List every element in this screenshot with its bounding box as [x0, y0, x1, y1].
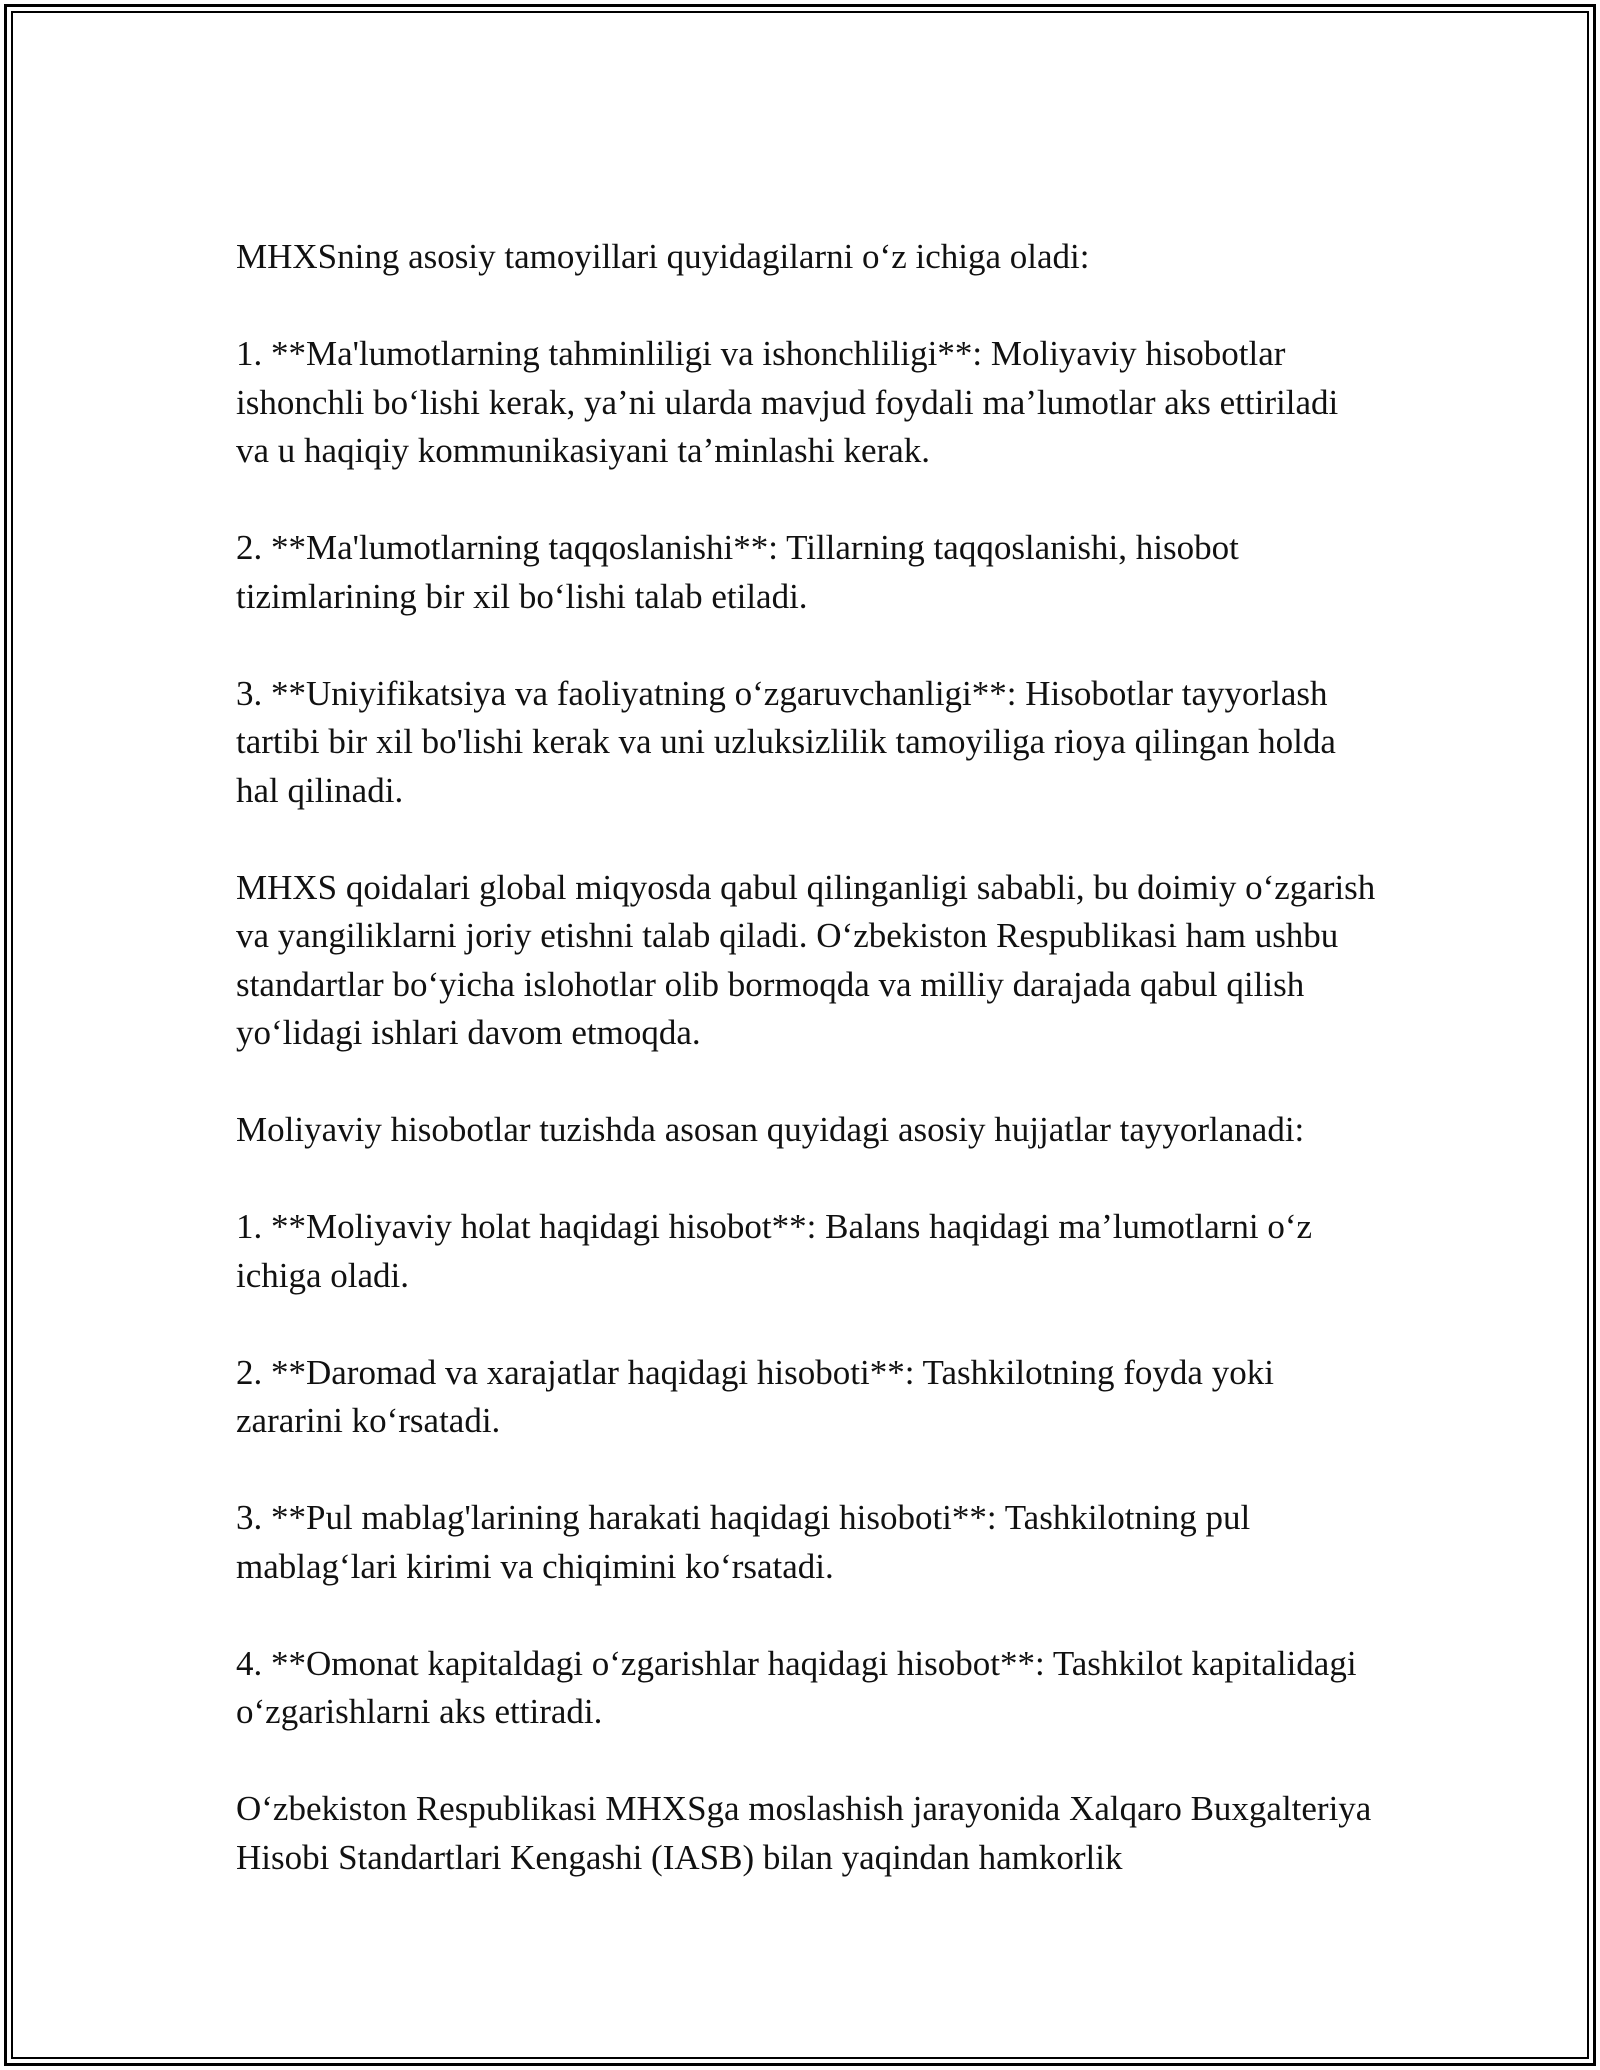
report-item-1: 1. **Moliyaviy holat haqidagi hisobot**: Balans haqidagi ma’lumotlarni o‘z ichiga oladi. [236, 1207, 1313, 1295]
document-body [236, 233, 1376, 1931]
intro-paragraph: MHXSning asosiy tamoyillari quyidagilarni o‘z ichiga oladi: [236, 237, 1090, 276]
global-rules-paragraph: MHXS qoidalari global miqyosda qabul qilinganligi sababli, bu doimiy o‘zgarish va yangiliklarni joriy etishni talab qiladi. O‘zbekiston Respublikasi ham ushbu standartlar bo‘yicha islohotlar olib bormoqda va milliy darajada qabul qilish yo‘lidagi ishlari davom etmoqda. [236, 867, 1376, 1052]
principle-item-1: 1. **Ma'lumotlarning tahminliligi va ishonchliligi**: Moliyaviy hisobotlar ishonchli bo‘lishi kerak, ya’ni ularda mavjud foydali ma’lumotlar aks ettiriladi va u haqiqiy kommunikasiyani ta’minlashi kerak. [236, 334, 1339, 470]
principle-item-3: 3. **Uniyifikatsiya va faoliyatning o‘zgaruvchanligi**: Hisobotlar tayyorlash tartibi bir xil bo'lishi kerak va uni uzluksizlilik tamoyiliga rioya qilingan holda hal qilinadi. [236, 673, 1336, 810]
report-item-4: 4. **Omonat kapitaldagi o‘zgarishlar haqidagi hisobot**: Tashkilot kapitalidagi o‘zgarishlarni aks ettiradi. [236, 1643, 1357, 1731]
closing-paragraph: O‘zbekiston Respublikasi MHXSga moslashish jarayonida Xalqaro Buxgalteriya Hisobi Standartlari Kengashi (IASB) bilan yaqindan hamkorlik [236, 1789, 1372, 1877]
report-item-3: 3. **Pul mablag'larining harakati haqidagi hisoboti**: Tashkilotning pul mablag‘lari kirimi va chiqimini ko‘rsatadi. [236, 1498, 1251, 1586]
principle-item-2: 2. **Ma'lumotlarning taqqoslanishi**: Tillarning taqqoslanishi, hisobot tizimlarining bir xil bo‘lishi talab etiladi. [236, 528, 1239, 616]
report-item-2: 2. **Daromad va xarajatlar haqidagi hisoboti**: Tashkilotning foyda yoki zararini ko‘rsatadi. [236, 1352, 1274, 1440]
reports-intro-paragraph: Moliyaviy hisobotlar tuzishda asosan quyidagi asosiy hujjatlar tayyorlanadi: [236, 1110, 1305, 1149]
